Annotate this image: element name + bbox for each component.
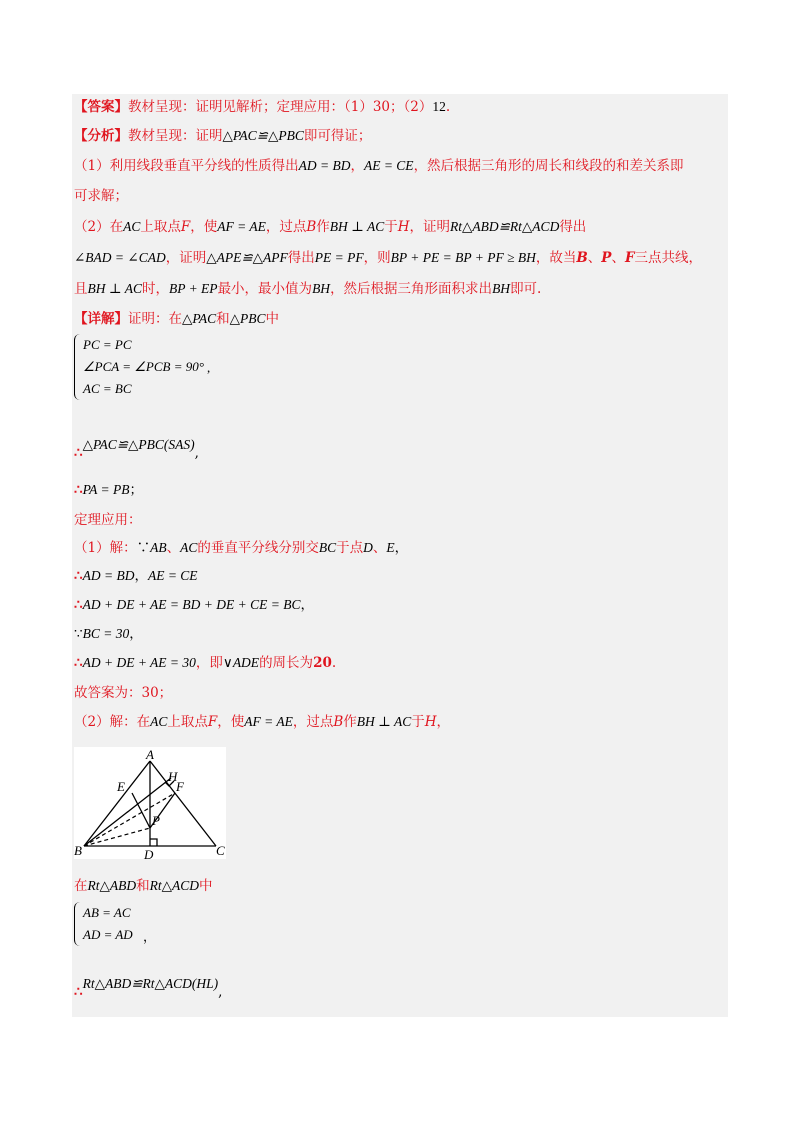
t: 且 [74,281,88,297]
math: Rt△ABD≌Rt△ACD(HL) [82,976,219,991]
t: 得出 [287,250,315,266]
segment-bf-dashed [84,793,175,846]
answer-line [74,98,450,116]
analysis-heading [74,127,371,145]
t: （1）解： [74,540,137,556]
conclusion-3 [74,975,223,1000]
t: ， [300,597,314,613]
t: 的垂直平分线分别交 [197,540,319,556]
segment-pe [132,793,150,828]
t: ，故当 [535,250,577,266]
math: AC [150,714,168,729]
therefore-symbol: ∴ [74,482,83,498]
t: 和 [136,878,150,894]
therefore-symbol: ∴ [74,445,83,461]
answer-text: 教材呈现：证明见解析；定理应用：（1）30；（2） [128,99,433,115]
label-c: C [216,843,225,858]
t: ， [134,568,148,584]
math: AD = BD [82,568,135,583]
math-ae-ce: AE = CE [363,158,414,173]
p1-sep: ， [350,158,364,174]
math: BH ⊥ AC [329,219,385,234]
t: P [601,250,612,266]
label-d: D [144,847,154,859]
t: 、 [372,540,387,556]
t: ，证明 [165,250,207,266]
math-ad-bd: AD = BD [298,158,351,173]
t: B [333,714,344,730]
t: , [218,984,223,1000]
t: . [331,655,337,671]
t: 于点 [336,540,364,556]
math: BP + EP [168,281,218,296]
therefore-symbol: ∴ [74,568,83,584]
math: AB [150,540,167,555]
t: F [180,219,191,235]
p1-text-2: ，然后根据三角形的周长和线段的和差关系即 [413,158,684,174]
t: ，然后根据三角形面积求出 [330,281,493,297]
answer-value: 12 [432,99,446,114]
system-tail: , [207,360,211,375]
geometry-figure [74,747,226,859]
triangle-symbol: ∨ [222,655,233,670]
theorem-title: 定理应用： [74,512,142,528]
system-tail: ， [143,929,157,944]
detail-heading [74,310,279,328]
t: 作 [343,714,357,730]
label-f: F [176,779,184,794]
t: ，即 [195,655,223,671]
step-1 [74,539,408,557]
t: ，过点 [292,714,334,730]
t: F [624,250,635,266]
t: H [397,219,410,235]
side-ac [150,761,216,846]
t: ， [394,540,409,556]
p1-text: （1）利用线段垂直平分线的性质得出 [74,158,299,174]
math: PE = PF [314,250,364,265]
t: H [424,714,437,730]
t: 三点共线， [634,250,703,266]
analysis-tag: 【分析】 [74,128,128,144]
analysis-p1-cont [74,187,128,205]
label-a: A [146,747,154,762]
t: B [306,219,317,235]
math: △PAC [182,311,217,326]
t: 作 [316,219,330,235]
t: 和 [216,311,230,327]
t: 时， [141,281,169,297]
answer-label: 故答案为：30； [74,685,173,701]
t: （2）解：在 [74,714,151,730]
because-symbol: ∵ [74,626,83,642]
perimeter-value: 20 [313,655,332,671]
analysis-p2-line1 [74,218,586,236]
math: ADE [232,655,260,670]
t: ，过点 [265,219,307,235]
equation-system-1 [74,334,211,400]
math: AE = CE [147,568,198,583]
t: 得出 [559,219,587,235]
t: 于 [384,219,398,235]
math: AF = AE [217,219,266,234]
math: △APE≌△APF [206,250,288,265]
t: （2）在 [74,219,124,235]
math: AF = AE [244,714,293,729]
t: 中 [199,878,213,894]
system-row: AB = AC [83,905,131,920]
conclusion-1 [74,436,199,461]
analysis-p1 [74,157,684,175]
math: E [386,540,395,555]
t: ，则 [363,250,391,266]
conclusion-2 [74,481,143,499]
math: BH ⊥ AC [356,714,412,729]
because-symbol: ∵ [136,540,151,556]
step-2 [74,567,198,585]
t: ， [436,714,450,730]
system-row: ∠PCA = ∠PCB = 90° [83,359,204,374]
therefore-symbol: ∴ [74,984,83,1000]
label-b: B [74,843,82,858]
t: 、 [166,540,181,556]
system-row: AC = BC [83,381,132,396]
step-6 [74,713,450,731]
math: Rt△ABD≌Rt△ACD [450,219,560,234]
t: 最小，最小值为 [217,281,313,297]
answer-end: . [445,99,451,115]
math: ∠BAD = ∠CAD [74,250,166,265]
math-congruence: △PAC≌△PBC [222,128,304,143]
t: 中 [265,311,280,327]
label-p: P [152,813,160,828]
math: Rt△ACD [149,878,200,893]
t: B [576,250,588,266]
t: 、 [611,250,625,266]
analysis-text-end: 即可得证； [303,128,372,144]
analysis-text: 教材呈现：证明 [128,128,223,144]
t: 的周长为 [259,655,314,671]
t: , [194,445,199,461]
t: ， [129,626,143,642]
t: 证明：在 [128,311,182,327]
system-row: AD = AD [83,927,133,942]
math: BH ⊥ AC [87,281,142,296]
math: AD + DE + AE = 30 [82,655,196,670]
triangle-diagram [74,747,226,859]
rt-intro [74,877,213,895]
t: ，使 [217,714,245,730]
label-e: E [117,779,125,794]
math: D [363,540,373,555]
math: Rt△ABD [87,878,137,893]
math: AC [123,219,141,234]
therefore-symbol: ∴ [74,597,83,613]
step-5 [74,654,336,672]
therefore-symbol: ∴ [74,655,83,671]
right-angle-d [150,839,157,846]
math: BH [492,281,511,296]
math: AD + DE + AE = BD + DE + CE = BC [82,597,301,612]
segment-bh [84,778,171,846]
t: F [207,714,218,730]
label-h: H [168,769,178,784]
detail-tag: 【详解】 [74,311,128,327]
math: PA = PB [82,482,130,497]
analysis-p2-line2 [74,249,702,267]
math: BC = 30 [82,626,130,641]
analysis-p2-line3 [74,280,541,298]
t: 即可. [510,281,542,297]
math: BH [312,281,331,296]
step-3 [74,596,314,614]
p1-line2: 可求解； [74,188,128,204]
t: 在 [74,878,88,894]
t: ，证明 [409,219,450,235]
side-ab [84,761,150,846]
equation-system-2 [74,902,157,946]
math: AC [180,540,198,555]
t: 上取点 [140,219,181,235]
t: ； [129,482,143,498]
t: ，使 [190,219,218,235]
t: 上取点 [167,714,208,730]
segment-bp-dashed [84,828,150,846]
math: △PBC [229,311,266,326]
step-4 [74,625,143,643]
math: BP + PE = BP + PF ≥ BH [390,250,536,265]
t: 、 [587,250,602,266]
math: △PAC≌△PBC(SAS) [82,437,195,452]
system-row: PC = PC [83,337,132,352]
t: 于 [411,714,425,730]
answer-tag: 【答案】 [74,99,128,115]
math: BC [318,540,337,555]
